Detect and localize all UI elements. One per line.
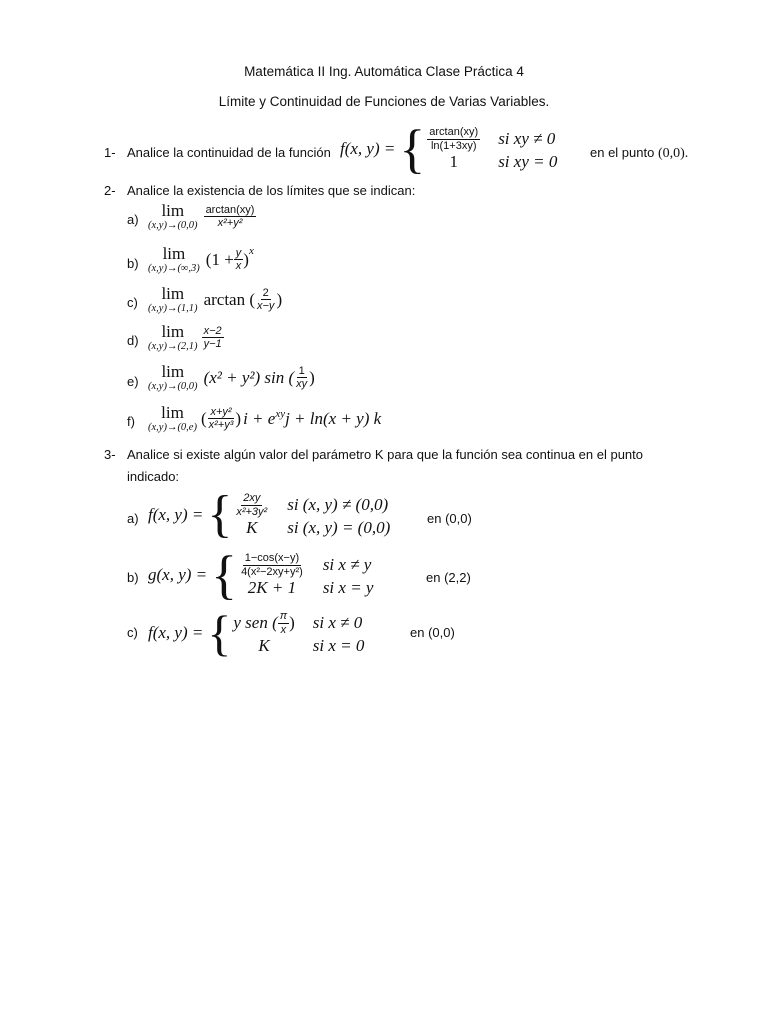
ex1-case1-cond: si xy ≠ 0 bbox=[498, 129, 556, 148]
ex2b-num: y bbox=[235, 247, 242, 260]
ex3a-brace: { bbox=[207, 486, 233, 543]
ex2f-limit-sub: (x,y)→(0,e) bbox=[148, 422, 197, 433]
ex1-point-label: en el punto bbox=[590, 145, 655, 160]
ex2a-limit: lim (x,y)→(0,0) bbox=[148, 201, 198, 231]
ex3c-cond2: si x = 0 bbox=[312, 635, 365, 655]
ex2d-limit: lim (x,y)→(2,1) bbox=[148, 322, 198, 352]
ex3c-brace: { bbox=[207, 605, 232, 661]
ex2c-fraction bbox=[255, 287, 276, 312]
ex1-point-text bbox=[590, 145, 688, 162]
ex2c-limit: lim (x,y)→(1,1) bbox=[148, 284, 198, 314]
ex2b-limit-sub: (x,y)→(∞,3) bbox=[148, 263, 200, 274]
ex1-case2-val: 1 bbox=[449, 151, 458, 171]
ex3b-fraction bbox=[239, 552, 305, 577]
ex1-case2-cond: si xy = 0 bbox=[498, 151, 558, 171]
ex3a-fraction bbox=[234, 492, 269, 517]
ex2d-limit-sub: (x,y)→(2,1) bbox=[148, 341, 198, 352]
ex3c-den: x bbox=[280, 623, 287, 636]
ex2a-expression bbox=[148, 202, 256, 232]
ex2d-expression bbox=[148, 323, 224, 353]
ex3b-lhs: g(x, y) = bbox=[148, 565, 208, 584]
ex2f-expression bbox=[148, 404, 381, 434]
ex3-number: 3- bbox=[104, 447, 116, 462]
ex2f-expr-b: i + e bbox=[243, 408, 276, 428]
ex3a-val2: K bbox=[246, 517, 258, 537]
ex3c-fraction bbox=[278, 610, 289, 635]
ex1-f-lhs: f(x, y) = bbox=[340, 139, 396, 158]
ex2a-label: a) bbox=[127, 212, 139, 227]
ex3c-val1 bbox=[233, 610, 294, 635]
ex3c-cases bbox=[233, 610, 364, 655]
ex1-case1-den: ln(1+3xy) bbox=[430, 139, 477, 152]
ex1-point: (0,0). bbox=[657, 146, 689, 161]
ex2c-expression bbox=[148, 285, 282, 315]
ex3-text-line2: indicado: bbox=[127, 469, 180, 484]
ex2f-paren-open: ( bbox=[200, 408, 207, 428]
ex1-case1-fraction bbox=[427, 126, 480, 151]
ex1-cases bbox=[427, 126, 557, 171]
document-subtitle: Límite y Continuidad de Funciones de Varias Variables. bbox=[218, 94, 550, 109]
ex2d-num: x−2 bbox=[203, 325, 222, 338]
ex3a-point: en (0,0) bbox=[427, 511, 472, 526]
ex2c-den: x−y bbox=[257, 300, 275, 313]
ex2f-num: x+y² bbox=[210, 406, 232, 419]
ex2e-expression bbox=[148, 363, 315, 393]
ex1-brace: { bbox=[399, 119, 426, 179]
ex2c-expr-a: arctan ( bbox=[203, 289, 255, 309]
ex3c-val1-b: ) bbox=[289, 613, 295, 632]
ex2b-limit: lim (x,y)→(∞,3) bbox=[148, 244, 200, 274]
ex2a-fraction bbox=[204, 204, 257, 229]
ex1-case1-num: arctan(xy) bbox=[429, 126, 479, 139]
ex2b-expression bbox=[148, 245, 254, 275]
ex2b-fraction bbox=[234, 247, 244, 272]
document-title: Matemática II Ing. Automática Clase Práctica 4 bbox=[244, 64, 524, 79]
ex2f-limit: lim (x,y)→(0,e) bbox=[148, 403, 197, 433]
ex2e-label: e) bbox=[127, 374, 139, 389]
ex3b-brace: { bbox=[211, 545, 238, 605]
ex2f-paren-close: ) bbox=[235, 408, 242, 428]
ex2f-den: x²+y³ bbox=[208, 419, 234, 432]
ex2d-label: d) bbox=[127, 333, 139, 348]
ex3a-den: x²+3y² bbox=[236, 505, 268, 518]
ex3a-cases bbox=[234, 492, 390, 537]
ex2-number: 2- bbox=[104, 183, 116, 198]
ex2c-expr-b: ) bbox=[276, 289, 283, 309]
ex2e-fraction bbox=[294, 365, 309, 390]
ex3c-val1-a: y sen ( bbox=[233, 613, 278, 632]
ex3b-cond1: si x ≠ y bbox=[322, 555, 372, 574]
ex3b-label: b) bbox=[127, 570, 139, 585]
ex2e-expr-a: (x² + y²) sin ( bbox=[203, 367, 295, 387]
ex3a-label: a) bbox=[127, 511, 139, 526]
ex3c-function bbox=[148, 605, 364, 661]
ex3-text-line1: Analice si existe algún valor del parámetro K para que la función sea continua en el punto bbox=[127, 447, 643, 462]
ex2b-label: b) bbox=[127, 256, 139, 271]
ex2d-den: y−1 bbox=[203, 338, 222, 351]
ex2c-num: 2 bbox=[262, 287, 269, 300]
ex3c-cond1: si x ≠ 0 bbox=[312, 613, 363, 632]
ex3c-point: en (0,0) bbox=[410, 625, 455, 640]
ex3c-val2: K bbox=[258, 635, 270, 655]
ex3c-lhs: f(x, y) = bbox=[148, 623, 204, 642]
ex3c-num: π bbox=[279, 610, 288, 623]
ex3a-cond1: si (x, y) ≠ (0,0) bbox=[287, 495, 389, 514]
ex2e-limit-sub: (x,y)→(0,0) bbox=[148, 381, 198, 392]
ex1-number: 1- bbox=[104, 145, 116, 160]
ex2f-exp: xy bbox=[275, 408, 286, 420]
ex2c-label: c) bbox=[127, 295, 138, 310]
ex3b-cond2: si x = y bbox=[322, 577, 374, 597]
ex2b-den: x bbox=[235, 260, 242, 273]
ex3b-point: en (2,2) bbox=[426, 570, 471, 585]
ex3b-cases bbox=[239, 552, 373, 597]
ex1-function bbox=[340, 118, 557, 180]
ex3a-num: 2xy bbox=[243, 492, 261, 505]
ex2-text: Analice la existencia de los límites que se indican: bbox=[127, 183, 416, 198]
ex2e-num: 1 bbox=[298, 365, 305, 378]
ex2a-limit-sub: (x,y)→(0,0) bbox=[148, 220, 198, 231]
ex2c-limit-sub: (x,y)→(1,1) bbox=[148, 303, 198, 314]
ex3b-val2: 2K + 1 bbox=[247, 577, 297, 597]
ex3b-den: 4(x²−2xy+y²) bbox=[241, 565, 303, 578]
ex1-text: Analice la continuidad de la función bbox=[127, 145, 331, 160]
ex2a-num: arctan(xy) bbox=[205, 204, 255, 217]
ex2b-expr-b: ) bbox=[243, 249, 249, 269]
ex3b-num: 1−cos(x−y) bbox=[244, 552, 300, 565]
ex3a-cond2: si (x, y) = (0,0) bbox=[287, 517, 391, 537]
ex2b-expr-a: (1 + bbox=[205, 249, 234, 269]
ex2e-den: xy bbox=[296, 378, 308, 391]
ex3a-function bbox=[148, 486, 390, 544]
ex2d-fraction bbox=[202, 325, 224, 350]
ex2f-label: f) bbox=[127, 414, 135, 429]
ex2a-den: x²+y² bbox=[217, 217, 243, 230]
ex3b-function bbox=[148, 545, 373, 605]
ex2b-exp: x bbox=[248, 245, 254, 257]
ex3a-lhs: f(x, y) = bbox=[148, 505, 204, 524]
ex2f-expr-c: j + ln(x + y) k bbox=[285, 408, 382, 428]
ex2e-expr-b: ) bbox=[309, 367, 315, 387]
ex2f-fraction bbox=[207, 406, 236, 431]
ex2e-limit: lim (x,y)→(0,0) bbox=[148, 362, 198, 392]
ex3c-label: c) bbox=[127, 625, 138, 640]
